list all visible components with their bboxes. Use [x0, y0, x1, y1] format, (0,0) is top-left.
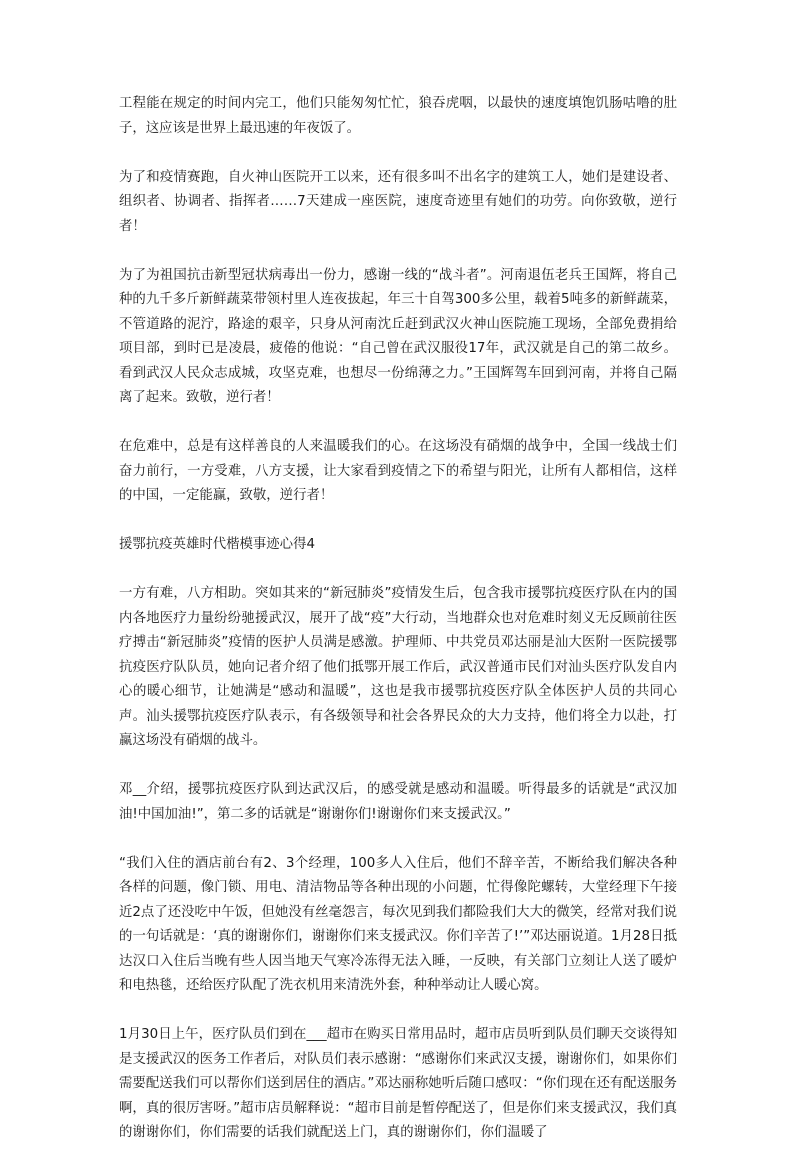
paragraph-3: 为了为祖国抗击新型冠状病毒出一份力，感谢一线的“战斗者”。河南退伍老兵王国辉，将自己种的九千多斤新鲜蔬菜带领村里人连夜拔起，年三十自驾300多公里，载着5吨多的新鲜蔬菜，不管道路的泥泞，路途的艰辛，只身从河南沈丘赶到武汉火神山医院施工现场，全部免费捐给项目部，到时已是凌晨，疲倦的他说：“自己曾在武汉服役17年，武汉就是自己的第二故乡。看到武汉人民众志成城，攻坚克难，也想尽一份绵薄之力。”王国辉驾车回到河南，并将自己隔离了起来。致敬，逆行者！	[119, 267, 677, 405]
paragraph-8: 1月30日上午，医疗队员们到在___超市在购买日常用品时，超市店员听到队员们聊天交谈得知是支援武汉的医务工作者后，对队员们表示感谢：“感谢你们来武汉支援，谢谢你们，如果你们需要配送我们可以帮你们送到居住的酒店。”邓达丽称她听后随口感叹：“你们现在还有配送服务啊，真的很厉害呀。”超市店员解释说：“超市目前是暂停配送了，但是你们来支援武汉，我们真的谢谢你们，你们需要的话我们就配送上门，真的谢谢你们，你们温暖了	[119, 1027, 677, 1140]
paragraph-4: 在危难中，总是有这样善良的人来温暖我们的心。在这场没有硝烟的战争中，全国一线战士们奋力前行，一方受难，八方支援，让大家看到疫情之下的希望与阳光，让所有人都相信，这样的中国，一定能赢，致敬，逆行者！	[119, 439, 677, 503]
paragraph-2: 为了和疫情赛跑，自火神山医院开工以来，还有很多叫不出名字的建筑工人，她们是建设者、组织者、协调者、指挥者……7天建成一座医院，速度奇迹里有她们的功劳。向你致敬，逆行者！	[119, 169, 677, 234]
paragraph-6: 邓__介绍，援鄂抗疫医疗队到达武汉后，的感受就是感动和温暖。听得最多的话就是“武汉加油!中国加油!”，第二多的话就是“谢谢你们!谢谢你们来支援武汉。”	[119, 782, 677, 822]
section-heading: 援鄂抗疫英雄时代楷模事迹心得4	[119, 537, 315, 552]
paragraph-1: 工程能在规定的时间内完工，他们只能匆匆忙忙，狼吞虎咽，以最快的速度填饱饥肠咕噜的肚子，这应该是世界上最迅速的年夜饭了。	[119, 96, 677, 136]
paragraph-5: 一方有难，八方相助。突如其来的“新冠肺炎”疫情发生后，包含我市援鄂抗疫医疗队在内的国内各地医疗力量纷纷驰援武汉，展开了战“疫”大行动，当地群众也对危难时刻义无反顾前往医疗搏击“新冠肺炎”疫情的医护人员满是感激。护理师、中共党员邓达丽是汕大医附一医院援鄂抗疫医疗队队员，她向记者介绍了他们抵鄂开展工作后，武汉普通市民们对汕头医疗队发自内心的暖心细节，让她满是“感动和温暖”，这也是我市援鄂抗疫医疗队全体医护人员的共同心声。汕头援鄂抗疫医疗队表示，有各级领导和社会各界民众的大力支持，他们将全力以赴，打赢这场没有硝烟的战斗。	[119, 586, 677, 748]
document-page	[119, 92, 677, 1170]
paragraph-7: “我们入住的酒店前台有2、3个经理，100多人入住后，他们不辞辛苦，不断给我们解决各种各样的问题，像门锁、用电、清洁物品等各种出现的小问题，忙得像陀螺转，大堂经理下午接近2点了还没吃中午饭，但她没有丝毫怨言，每次见到我们都险我们大大的微笑，经常对我们说的一句话就是：‘真的谢谢你们，谢谢你们来支援武汉。你们辛苦了!’”邓达丽说道。1月28日抵达汉口入住后当晚有些人因当地天气寒冷冻得无法入睡，一反映，有关部门立刻让人送了暖炉和电热毯，还给医疗队配了洗衣机用来清洗外套，种种举动让人暖心窝。	[119, 855, 677, 993]
